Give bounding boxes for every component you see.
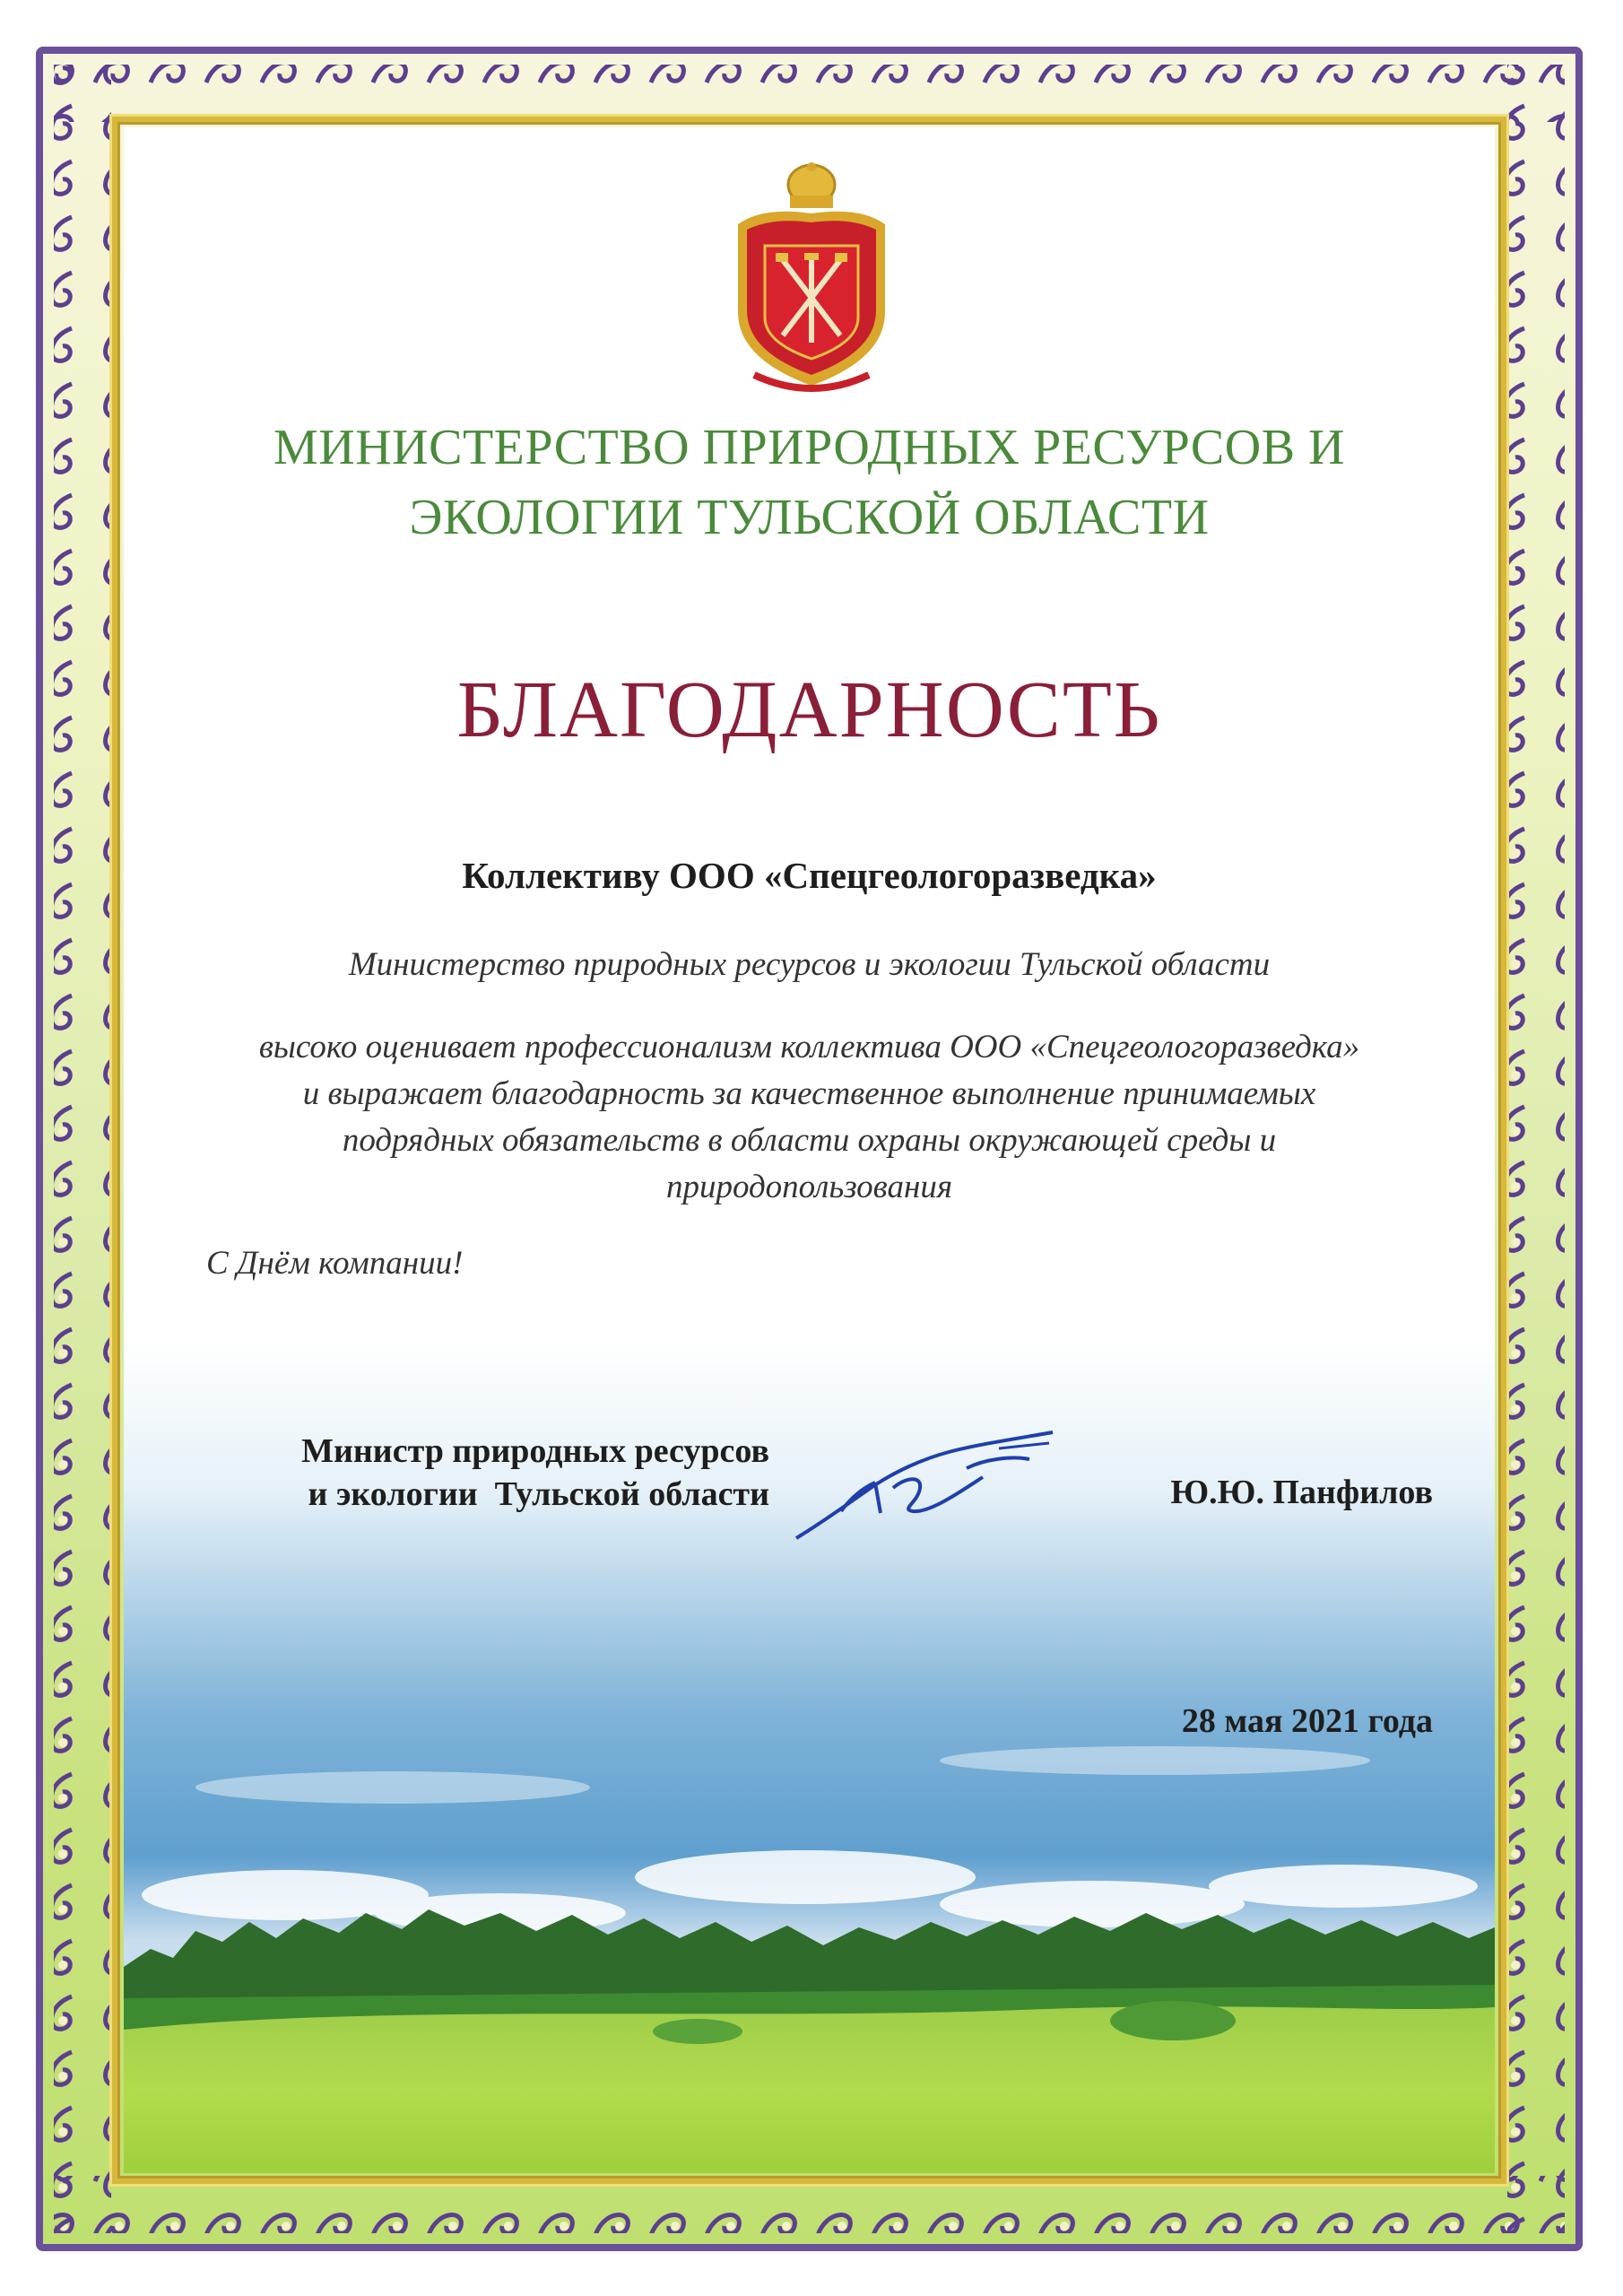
signatory-title [231, 1430, 769, 1516]
signatory-name: Ю.Ю. Панфилов [1170, 1474, 1433, 1511]
ministry-heading [124, 413, 1495, 552]
certificate-sheet [124, 127, 1495, 2173]
ministry-heading-line2: ЭКОЛОГИИ ТУЛЬСКОЙ ОБЛАСТИ [409, 490, 1210, 545]
body-paragraph-line: подрядных обязательств в области охраны окружающей среды и [342, 1122, 1277, 1159]
recipient-line: Коллективу ООО «Спецгеологоразведка» [462, 855, 1157, 896]
body-paragraph-line: и выражает благодарность за качественное выполнение принимаемых [302, 1075, 1316, 1112]
coat-of-arms-emblem [718, 160, 905, 402]
body-paragraph [124, 1024, 1495, 1211]
signatory-title-line2: и экологии Тульской области [308, 1475, 769, 1513]
certificate-title: БЛАГОДАРНОСТЬ [456, 665, 1162, 754]
ministry-heading-line1: МИНИСТЕРСТВО ПРИРОДНЫХ РЕСУРСОВ И [273, 420, 1345, 475]
body-intro: Министерство природных ресурсов и экологии Тульской области [348, 946, 1271, 983]
issue-date: 28 мая 2021 года [1181, 1702, 1433, 1740]
body-paragraph-line: природопользования [665, 1169, 953, 1205]
signatory-title-line1: Министр природных ресурсов [301, 1432, 769, 1470]
body-paragraph-line: высоко оценивает профессионализм коллектива ООО «Спецгеологоразведка» [258, 1029, 1360, 1065]
handwritten-signature [787, 1423, 1065, 1549]
greeting: С Днём компании! [206, 1245, 464, 1282]
